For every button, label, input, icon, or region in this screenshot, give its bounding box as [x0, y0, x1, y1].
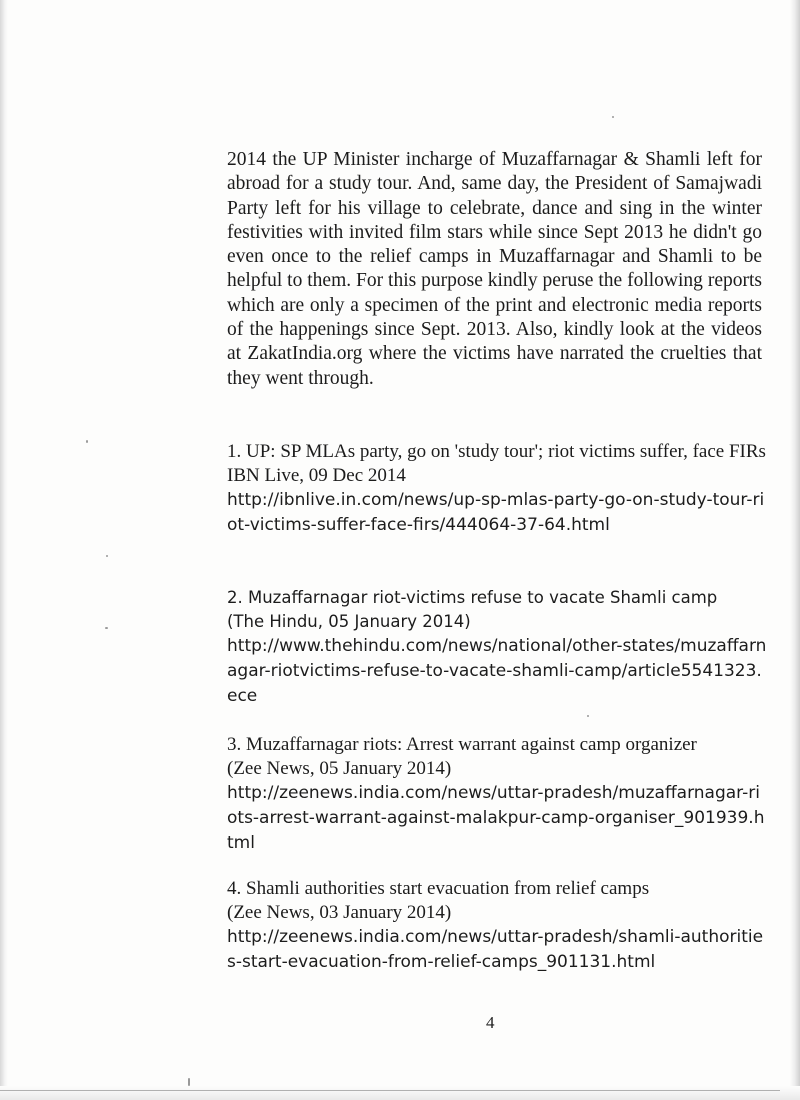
page-number: 4 — [486, 1013, 495, 1032]
reference-url: http://zeenews.india.com/news/uttar-pradesh/muzaffarnagar-riots-arrest-warrant-against-malakpur-camp-organiser_901939.html — [227, 783, 765, 853]
scan-edge-bottom — [0, 1086, 800, 1100]
reference-title: 2. Muzaffarnagar riot-victims refuse to vacate Shamli camp — [227, 588, 718, 607]
reference-url: http://www.thehindu.com/news/national/other-states/muzaffarnagar-riotvictims-refuse-to-vacate-shamli-camp/article5541323.ece — [227, 636, 767, 706]
body-paragraph: 2014 the UP Minister incharge of Muzaffarnagar & Shamli left for abroad for a study tour. And, same day, the President of Samajwadi Party left for his village to celebrate, dance and sing in the winter festivities with invited film stars while since Sept 2013 he didn't go even once to the relief camps in Muzaffarnagar and Shamli to be helpful to them. For this purpose kindly peruse the following reports which are only a specimen of the print and electronic media reports of the happenings since Sept. 2013. Also, kindly look at the videos at ZakatIndia.org where the victims have narrated the cruelties that they went through. — [227, 149, 762, 389]
reference-title: 4. Shamli authorities start evacuation from relief camps — [227, 878, 650, 899]
reference-item — [227, 440, 767, 538]
scan-speck — [188, 1078, 190, 1086]
reference-source: (The Hindu, 05 January 2014) — [227, 612, 471, 631]
reference-title: 3. Muzaffarnagar riots: Arrest warrant against camp organizer — [227, 734, 697, 755]
scan-edge-right — [790, 0, 800, 1100]
reference-item — [227, 586, 767, 709]
scan-bottom-line — [0, 1090, 780, 1091]
scan-speck — [587, 715, 589, 717]
scan-speck — [612, 116, 614, 118]
reference-item — [227, 733, 767, 856]
reference-url: http://zeenews.india.com/news/uttar-pradesh/shamli-authorities-start-evacuation-from-relief-camps_901131.html — [227, 927, 764, 972]
reference-source: IBN Live, 09 Dec 2014 — [227, 465, 406, 486]
scan-edge-left — [0, 0, 8, 1100]
reference-source: (Zee News, 05 January 2014) — [227, 758, 452, 779]
scan-speck — [105, 627, 108, 629]
reference-item — [227, 877, 767, 975]
reference-title: 1. UP: SP MLAs party, go on 'study tour'; riot victims suffer, face FIRs — [227, 441, 766, 462]
reference-url: http://ibnlive.in.com/news/up-sp-mlas-party-go-on-study-tour-riot-victims-suffer-face-firs/444064-37-64.html — [227, 490, 765, 535]
reference-source: (Zee News, 03 January 2014) — [227, 902, 452, 923]
scan-speck — [106, 555, 108, 557]
scan-speck — [86, 440, 88, 443]
